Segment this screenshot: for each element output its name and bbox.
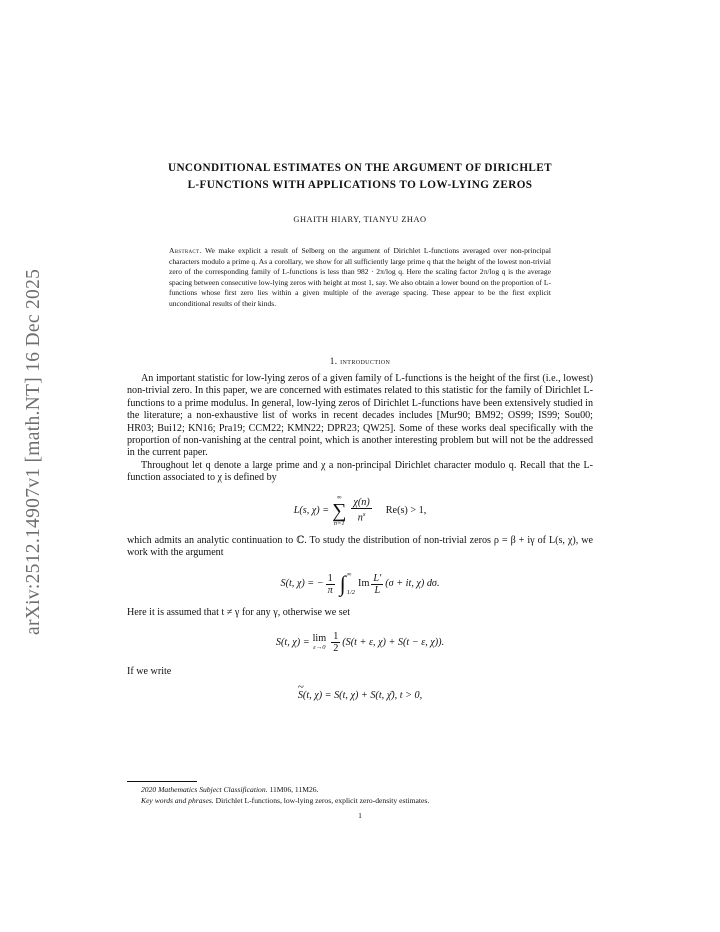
page-number: 1 bbox=[358, 811, 362, 820]
msc-label: 2020 Mathematics Subject Classification. bbox=[141, 785, 268, 794]
keywords-label: Key words and phrases. bbox=[141, 795, 214, 805]
sum-symbol: ∑ bbox=[332, 499, 347, 522]
eq1-sum bbox=[332, 494, 346, 528]
abstract-text: We make explicit a result of Selberg on the argument of Dirichlet L-functions averaged over non-principal characters modulo a prime q. As a corollary, we show for all sufficiently large prime q that the height of the lowest non-trivial zero of the corresponding family of L-functions is less than 982 · 2π/log q. Here the scaling factor 2π/log q is the average spacing between consecutive low-lying zeros with height at most 1, say. We also obtain a lower bound on the proportion of L-functions whose first zero lies within a given multiple of the average spacing. These appear to be the first explicit unconditional results of their kinds. bbox=[169, 246, 551, 308]
eq1-den-base: n bbox=[357, 512, 363, 524]
abstract-label: Abstract. bbox=[169, 246, 202, 255]
eq3-fraction bbox=[331, 631, 340, 654]
equation-l-function-definition bbox=[127, 491, 593, 531]
msc-value: 11M06, 11M26. bbox=[269, 785, 319, 794]
eq2-frac-num: 1 bbox=[327, 572, 333, 584]
section-heading: 1. introduction bbox=[329, 356, 391, 366]
eq1-denominator bbox=[358, 509, 366, 523]
equation-symmetric-limit bbox=[127, 626, 593, 660]
eq2-rhs: (σ + it, χ) dσ. bbox=[385, 578, 440, 590]
intro-paragraph-3: which admits an analytic continuation to ℂ. To study the distribution of non-trivial zeros ρ = β + iγ of L(s, χ), we work with the argument bbox=[127, 534, 593, 559]
paper-authors: GHAITH HIARY, TIANYU ZHAO bbox=[293, 215, 427, 224]
eq2-lhs: S(t, χ) = − bbox=[280, 578, 324, 590]
eq1-condition: Re(s) > 1, bbox=[385, 504, 427, 516]
eq2-integral bbox=[340, 571, 355, 597]
eq1-sum-bottom: n=1 bbox=[333, 519, 345, 527]
title-line-2: L-FUNCTIONS WITH APPLICATIONS TO LOW-LYING ZEROS bbox=[187, 179, 533, 191]
footnote-rule bbox=[127, 781, 197, 782]
eq3-lim: lim bbox=[312, 633, 327, 645]
eq2-int-bottom: 1/2 bbox=[346, 589, 356, 597]
eq4-rhs: (t, χ) = S(t, χ) + S(t, χ̄), t > 0, bbox=[302, 690, 423, 702]
footnote-msc bbox=[141, 785, 591, 796]
eq1-sum-top: ∞ bbox=[336, 493, 342, 501]
eq3-rhs: (S(t + ε, χ) + S(t − ε, χ)). bbox=[342, 636, 445, 648]
arxiv-identifier: arXiv:2512.14907v1 [math.NT] 16 Dec 2025 bbox=[23, 268, 44, 636]
s-tilde-symbol: ~ S bbox=[298, 690, 303, 702]
keywords-value: Dirichlet L-functions, low-lying zeros, explicit zero-density estimates. bbox=[215, 795, 430, 805]
equation-s-tilde bbox=[127, 686, 593, 706]
intro-paragraph-2: Throughout let q denote a large prime and χ a non-principal Dirichlet character modulo q. Recall that the L-function associated to χ is defined by bbox=[127, 459, 593, 484]
eq3-frac-num: 1 bbox=[333, 631, 339, 643]
paper-page bbox=[127, 160, 593, 706]
eq3-lim-sub: ε→0 bbox=[313, 644, 326, 652]
eq1-numerator: χ(n) bbox=[353, 497, 370, 509]
eq2-fraction bbox=[326, 573, 335, 596]
integral-symbol: ∫ bbox=[339, 571, 346, 597]
eq2-l-num: L′ bbox=[373, 572, 382, 584]
intro-paragraph-4: Here it is assumed that t ≠ γ for any γ, otherwise we set bbox=[127, 607, 351, 619]
intro-paragraph-5: If we write bbox=[127, 665, 172, 677]
eq1-lhs: L(s, χ) = bbox=[293, 504, 330, 516]
abstract bbox=[169, 246, 551, 309]
intro-paragraph-1: An important statistic for low-lying zeros of a given family of L-functions is the height of the first (i.e., lowest) non-trivial zero. In this paper, we are concerned with estimates related to this statistic for the family of Dirichlet L-functions to a prime modulus. In general, low-lying zeros of Dirichlet L-functions have been extensively studied in the literature; a non-exhaustive list of works in recent decades includes [Mur90; BM92; OS99; IS99; Sou00; HR03; Bui12; KN16; Pra19; CCM22; KMN22; DPR23; QW25]. Some of these works deal specifically with the proportion of non-vanishing at the central point, which is another interesting problem but will not be the addressed in the current paper. bbox=[127, 373, 593, 459]
eq2-frac-den: π bbox=[327, 584, 333, 596]
paper-title bbox=[127, 160, 593, 194]
footnote-keywords bbox=[141, 796, 591, 807]
footnotes bbox=[141, 785, 591, 807]
eq3-frac-den: 2 bbox=[333, 643, 339, 655]
eq2-int-top: ∞ bbox=[346, 571, 352, 579]
eq3-limit bbox=[313, 633, 327, 652]
eq1-den-exp: s bbox=[362, 511, 366, 519]
eq1-fraction bbox=[351, 497, 371, 523]
title-line-1: UNCONDITIONAL ESTIMATES ON THE ARGUMENT OF DIRICHLET bbox=[167, 162, 553, 174]
equation-argument-definition bbox=[127, 565, 593, 603]
eq2-im: Im bbox=[358, 578, 370, 590]
eq2-l-den: L bbox=[374, 584, 381, 596]
eq2-log-derivative bbox=[371, 573, 383, 596]
eq3-lhs: S(t, χ) = bbox=[275, 636, 310, 648]
